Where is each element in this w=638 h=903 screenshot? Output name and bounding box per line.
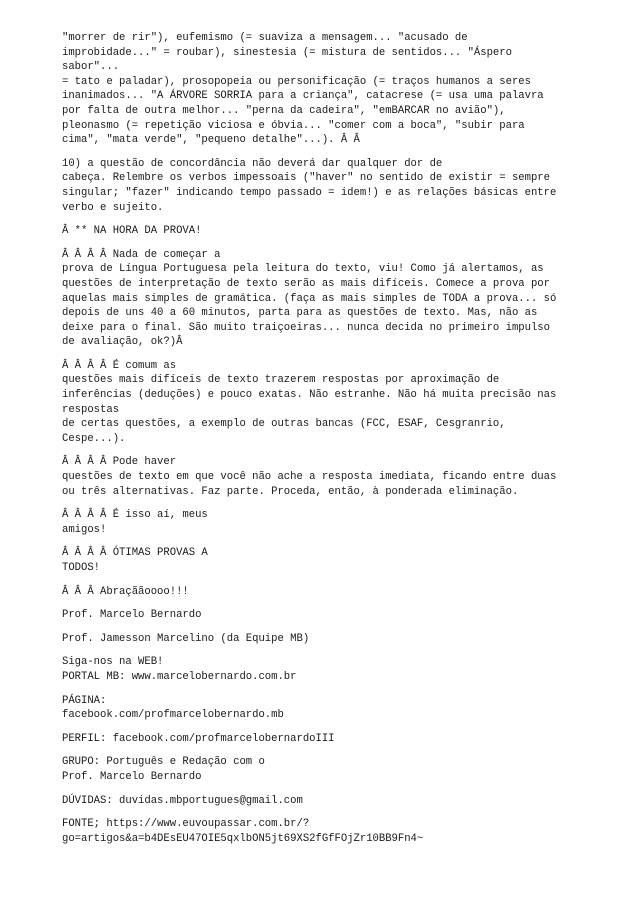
text-line: questões mais difíceis de texto trazerem respostas por aproximação de: [62, 374, 500, 387]
text-line: inferências (deduções) e pouco exatas. Não estranhe. Não há muita precisão nas: [62, 389, 557, 402]
text-line: questões de interpretação de texto serão as mais difíceis. Comece a prova por: [62, 277, 550, 290]
paragraph: [62, 694, 582, 723]
paragraph: [62, 224, 582, 239]
paragraph: [62, 359, 582, 447]
text-line: FONTE; https://www.euvoupassar.com.br/?: [62, 818, 310, 831]
text-line: Prof. Marcelo Bernardo: [62, 609, 202, 622]
text-line: DÚVIDAS: duvidas.mbportugues@gmail.com: [62, 794, 303, 807]
text-line: por falta de outra melhor... "perna da cadeira", "emBARCAR no avião"),: [62, 104, 506, 117]
text-line: de avaliação, ok?)Â: [62, 336, 183, 349]
paragraph: [62, 817, 582, 846]
paragraph: [62, 655, 582, 684]
text-line: Â Â Â Â É isso aí, meus: [62, 509, 208, 522]
text-line: Prof. Jamesson Marcelino (da Equipe MB): [62, 632, 310, 645]
document-page: [62, 31, 582, 855]
text-line: Â Â Â Â Nada de começar a: [62, 248, 221, 261]
text-line: improbidade..." = roubar), sinestesia (= mistura de sentidos... "Áspero: [62, 46, 512, 59]
text-line: verbo e sujeito.: [62, 201, 164, 214]
text-line: respostas: [62, 403, 120, 416]
text-line: pleonasmo (= repetição viciosa e óbvia... "comer com a boca", "subir para: [62, 119, 525, 132]
text-line: amigos!: [62, 523, 107, 536]
document-body: [62, 31, 582, 846]
paragraph: [62, 157, 582, 215]
text-line: de certas questões, a exemplo de outras bancas (FCC, ESAF, Cesgranrio,: [62, 418, 506, 431]
text-line: PÁGINA:: [62, 694, 107, 707]
text-line: PORTAL MB: www.marcelobernardo.com.br: [62, 670, 297, 683]
paragraph: [62, 794, 582, 809]
paragraph: [62, 755, 582, 784]
text-line: depois de uns 40 a 60 minutos, parta para as questões de texto. Mas, não as: [62, 307, 538, 320]
text-line: ou três alternativas. Faz parte. Proceda, então, à ponderada eliminação.: [62, 485, 519, 498]
text-line: PERFIL: facebook.com/profmarcelobernardoIII: [62, 732, 335, 745]
text-line: deixe para o final. São muito traiçoeiras... nunca decida no primeiro impulso: [62, 321, 550, 334]
paragraph: [62, 248, 582, 350]
paragraph: [62, 608, 582, 623]
text-line: inanimados... "A ÁRVORE SORRIA para a criança", catacrese (= usa uma palavra: [62, 90, 544, 103]
text-line: 10) a questão de concordância não deverá dar qualquer dor de: [62, 157, 443, 170]
text-line: Cespe...).: [62, 432, 126, 445]
text-line: singular; "fazer" indicando tempo passado = idem!) e as relações básicas entre: [62, 186, 557, 199]
paragraph: [62, 455, 582, 499]
text-line: prova de Língua Portuguesa pela leitura do texto, viu! Como já alertamos, as: [62, 263, 544, 276]
text-line: questões de texto em que você não ache a resposta imediata, ficando entre duas: [62, 471, 557, 484]
text-line: cabeça. Relembre os verbos impessoais ("haver" no sentido de existir = sempre: [62, 172, 550, 185]
text-line: Â Â Â Â ÓTIMAS PROVAS A: [62, 547, 208, 560]
text-line: Â Â Â Â Pode haver: [62, 456, 177, 469]
text-line: Siga-nos na WEB!: [62, 656, 164, 669]
text-line: Â ** NA HORA DA PROVA!: [62, 225, 202, 238]
text-line: GRUPO: Português e Redação com o: [62, 756, 265, 769]
paragraph: [62, 31, 582, 148]
text-line: Â Â Â Abraçããoooo!!!: [62, 585, 189, 598]
paragraph: [62, 508, 582, 537]
text-line: Â Â Â Â É comum as: [62, 359, 177, 372]
text-line: facebook.com/profmarcelobernardo.mb: [62, 709, 284, 722]
text-line: TODOS!: [62, 562, 101, 574]
text-line: go=artigos&a=b4DEsEU47OIE5qxlbON5jt69XS2fGfFOjZr10BB9Fn4~: [62, 832, 424, 845]
paragraph: [62, 546, 582, 575]
text-line: = tato e paladar), prosopopeia ou personificação (= traços humanos a seres: [62, 75, 531, 88]
text-line: cima", "mata verde", "pequeno detalhe"...). Â Â: [62, 134, 360, 147]
text-line: "morrer de rir"), eufemismo (= suaviza a mensagem... "acusado de: [62, 32, 468, 44]
text-line: Prof. Marcelo Bernardo: [62, 770, 202, 783]
text-line: sabor"...: [62, 61, 120, 74]
paragraph: [62, 732, 582, 747]
paragraph: [62, 632, 582, 647]
text-line: aquelas mais simples de gramática. (faça as mais simples de TODA a prova... só: [62, 292, 557, 305]
paragraph: [62, 585, 582, 600]
